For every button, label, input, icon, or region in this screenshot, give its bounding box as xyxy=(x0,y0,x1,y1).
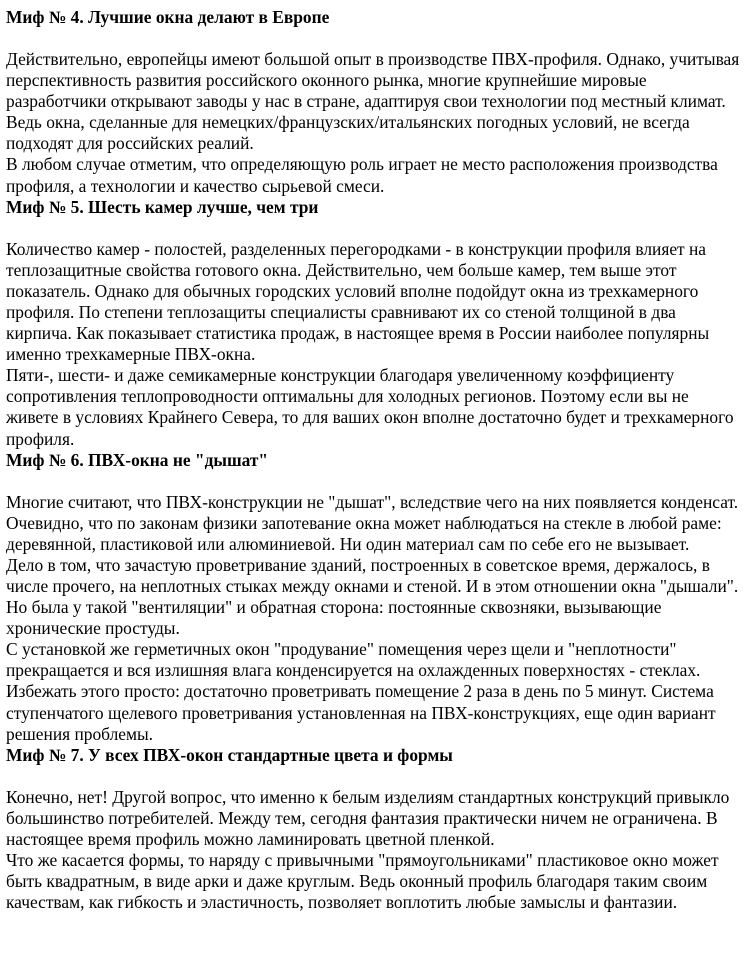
spacer xyxy=(6,766,740,787)
myth-5-paragraph-1: Количество камер - полостей, разделенных перегородками - в конструкции профиля влияет на теплозащитные свойства готового окна. Действительно, чем больше камер, тем выше этот показатель. Однако для обычных городских условий вполне подойдут окна из трехкамерного профиля. По степени теплозащиты специалисты сравнивают их со стеной толщиной в два кирпича. Как показывает статистика продаж, в настоящее время в России наиболее популярны именно трехкамерные ПВХ-окна. xyxy=(6,238,710,365)
myth-4-section xyxy=(6,7,740,197)
myth-6-paragraph-2: Дело в том, что зачастую проветривание зданий, построенных в советское время, держалось, в числе прочего, на неплотных стыках между окнами и стеной. И в этом отношении окна "дышали". Но была у такой "вентиляции" и обратная сторона: постоянные сквозняки, вызывающие хронические простуды. xyxy=(6,554,739,639)
myth-7-paragraph-1: Конечно, нет! Другой вопрос, что именно к белым изделиям стандартных конструкций привыкло большинство потребителей. Между тем, сегодня фантазия практически ничем не ограничена. В настоящее время профиль можно ламинировать цветной пленкой. xyxy=(6,786,730,849)
myth-7-heading: Миф № 7. У всех ПВХ-окон стандартные цвета и формы xyxy=(6,744,453,765)
myth-7-section xyxy=(6,745,740,914)
myth-5-section xyxy=(6,197,740,450)
myth-6-paragraph-1: Многие считают, что ПВХ-конструкции не "дышат", вследствие чего на них появляется конденсат. Очевидно, что по законам физики запотевание окна может наблюдаться на стекле в любой раме: деревянной, пластиковой или алюминиевой. Ни один материал сам по себе его не вызывает. xyxy=(6,491,739,554)
myth-6-paragraph-3: С установкой же герметичных окон "продувание" помещения через щели и "неплотности" прекращается и вся излишняя влага конденсируется на охлажденных поверхностях - стеклах. Избежать этого просто: достаточно проветривать помещение 2 раза в день по 5 минут. Система ступенчатого щелевого проветривания установленная на ПВХ-конструкциях, еще один вариант решения проблемы. xyxy=(6,639,716,744)
spacer xyxy=(6,28,740,49)
myth-5-heading: Миф № 5. Шесть камер лучше, чем три xyxy=(6,196,319,217)
myth-4-paragraph-2: В любом случае отметим, что определяющую роль играет не место расположения производства профиля, а технологии и качество сырьевой смеси. xyxy=(6,154,718,196)
myth-4-paragraph-1: Действительно, европейцы имеют большой опыт в производстве ПВХ-профиля. Однако, учитывая перспективность развития российского оконного рынка, многие крупнейшие мировые разработчики открывают заводы у нас в стране, адаптируя свои технологии под местный климат. Ведь окна, сделанные для немецких/французских/итальянских погодных условий, не всегда подходят для российских реалий. xyxy=(6,49,740,154)
myth-5-paragraph-2: Пяти-, шести- и даже семикамерные конструкции благодаря увеличенному коэффициенту сопротивления теплопроводности оптимальны для холодных регионов. Поэтому если вы не живете в условиях Крайнего Севера, то для ваших окон вполне достаточно будет и трехкамерного профиля. xyxy=(6,365,734,449)
spacer xyxy=(6,218,740,239)
myth-7-paragraph-2: Что же касается формы, то наряду с привычными "прямоугольниками" пластиковое окно может быть квадратным, в виде арки и даже круглым. Ведь оконный профиль благодаря таким своим качествам, как гибкость и эластичность, позволяет воплотить любые замыслы и фантазии. xyxy=(6,850,719,913)
myth-6-heading: Миф № 6. ПВХ-окна не "дышат" xyxy=(6,449,269,470)
myth-4-heading: Миф № 4. Лучшие окна делают в Европе xyxy=(6,7,330,27)
myth-6-section xyxy=(6,450,740,745)
spacer xyxy=(6,471,740,492)
